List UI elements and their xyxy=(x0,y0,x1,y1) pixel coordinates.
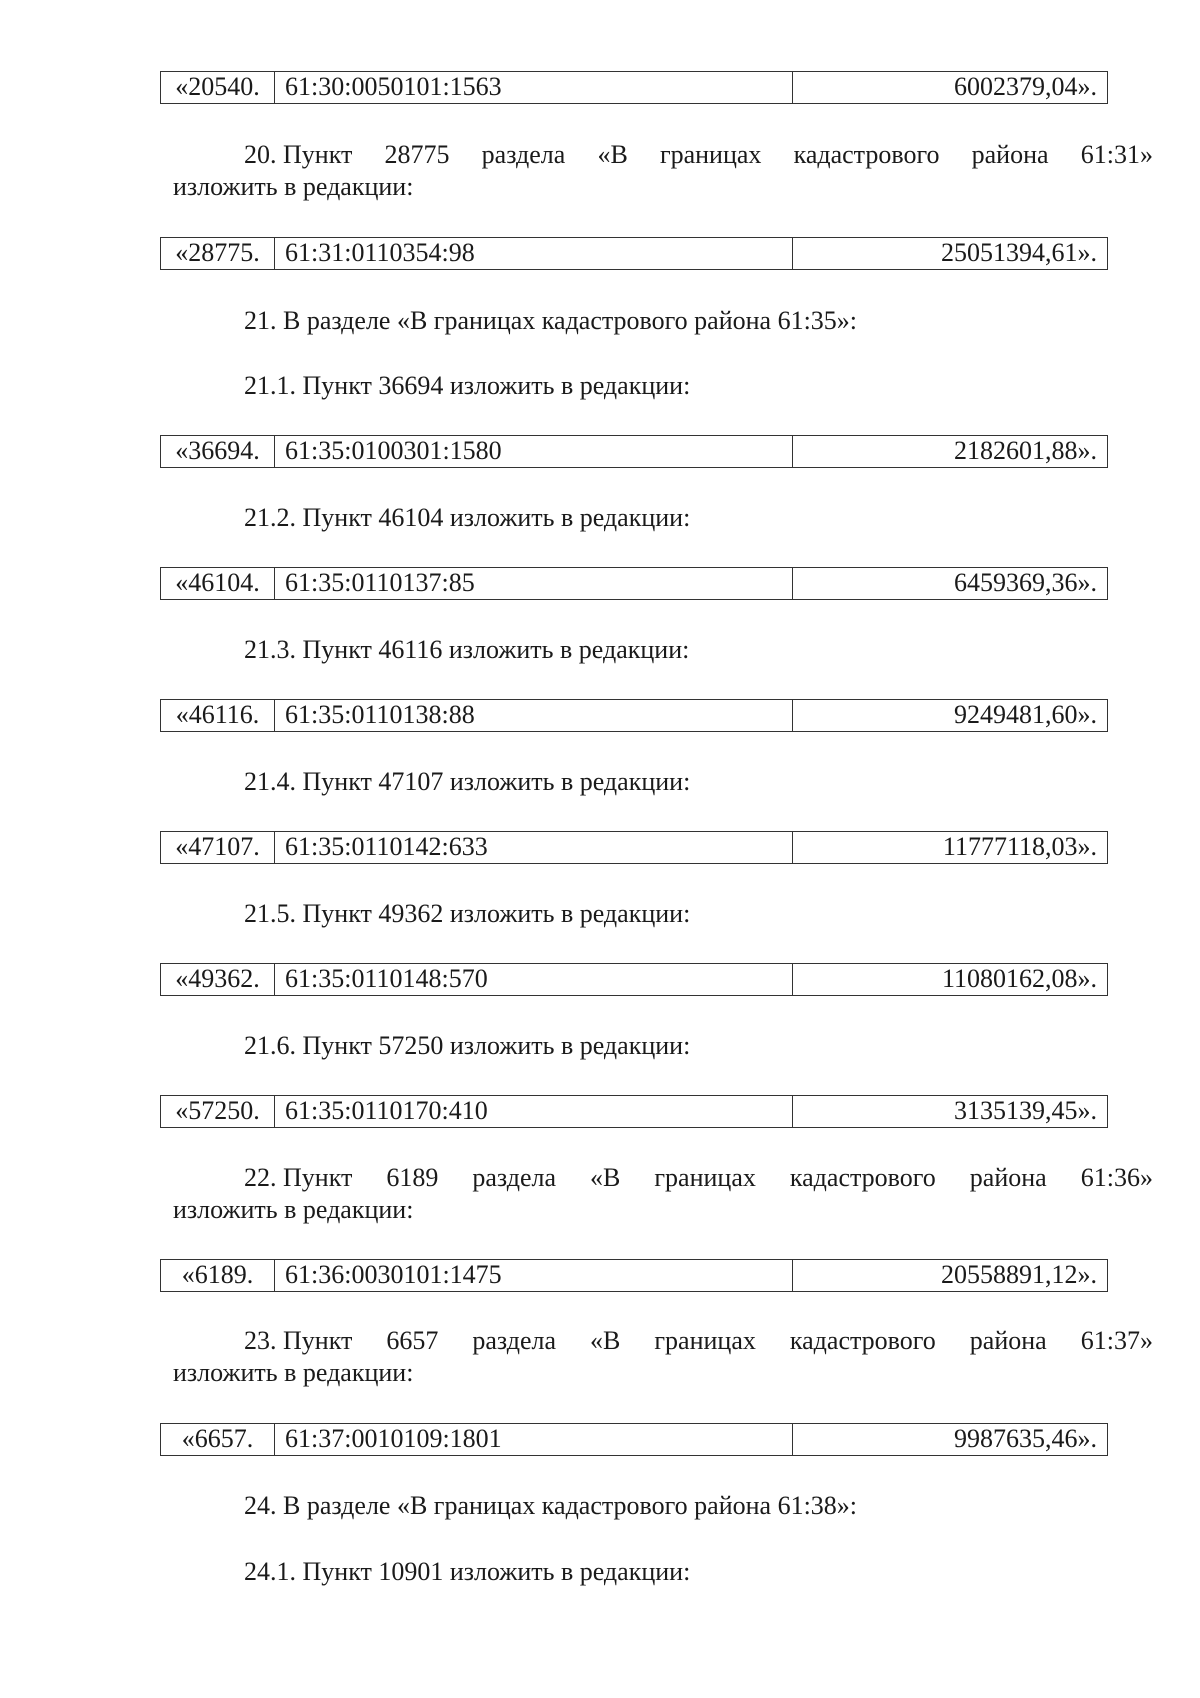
word: раздела xyxy=(481,140,566,169)
paragraph-line xyxy=(173,1162,1153,1194)
table-row xyxy=(160,1259,1108,1292)
cadastral-value: 3135139,45». xyxy=(954,1096,1097,1125)
table-row xyxy=(160,699,1108,732)
cadastral-number: 61:35:0110138:88 xyxy=(275,700,793,731)
paragraph-item-24-1: 24.1. Пункт 10901 изложить в редакции: xyxy=(244,1557,691,1586)
cadastral-number: 61:35:0110142:633 xyxy=(275,832,793,863)
paragraph-item-21-3: 21.3. Пункт 46116 изложить в редакции: xyxy=(244,635,690,664)
item-number: «57250. xyxy=(161,1096,275,1127)
cadastral-value: 20558891,12». xyxy=(941,1260,1097,1289)
paragraph-item-23 xyxy=(173,1325,1153,1389)
item-number: «20540. xyxy=(161,72,275,103)
cadastral-value: 2182601,88». xyxy=(954,436,1097,465)
paragraph-item-21-2: 21.2. Пункт 46104 изложить в редакции: xyxy=(244,503,691,532)
item-number: «6189. xyxy=(161,1260,275,1291)
word: 28775 xyxy=(384,140,450,169)
paragraph-item-21-6: 21.6. Пункт 57250 изложить в редакции: xyxy=(244,1031,691,1060)
word: 61:37» xyxy=(1080,1326,1153,1355)
paragraph-line: изложить в редакции: xyxy=(173,1358,414,1387)
word: кадастрового xyxy=(789,1163,936,1192)
item-number: «49362. xyxy=(161,964,275,995)
word: кадастрового xyxy=(789,1326,936,1355)
cadastral-number: 61:31:0110354:98 xyxy=(275,238,793,269)
table-row xyxy=(160,1423,1108,1456)
cadastral-value: 11080162,08». xyxy=(941,964,1097,993)
word: раздела xyxy=(472,1163,556,1192)
word: района xyxy=(969,1326,1047,1355)
word: раздела xyxy=(472,1326,556,1355)
item-number: «28775. xyxy=(161,238,275,269)
word: 6189 xyxy=(386,1163,439,1192)
word: кадастрового xyxy=(793,140,940,169)
word: 6657 xyxy=(386,1326,439,1355)
item-number: «36694. xyxy=(161,436,275,467)
table-row xyxy=(160,435,1108,468)
word: 20. Пункт xyxy=(244,140,353,169)
item-number: «6657. xyxy=(161,1424,275,1455)
paragraph-item-21-1: 21.1. Пункт 36694 изложить в редакции: xyxy=(244,371,691,400)
paragraph-item-22 xyxy=(173,1162,1153,1226)
paragraph-line: изложить в редакции: xyxy=(173,1195,414,1224)
word: 61:31» xyxy=(1080,140,1153,169)
cadastral-number: 61:36:0030101:1475 xyxy=(275,1260,793,1291)
paragraph-line: изложить в редакции: xyxy=(173,172,414,201)
cadastral-value: 25051394,61». xyxy=(941,238,1097,267)
word: «В xyxy=(597,140,628,169)
paragraph-line xyxy=(173,139,1153,171)
table-row xyxy=(160,567,1108,600)
table-row xyxy=(160,237,1108,270)
cadastral-number: 61:35:0110137:85 xyxy=(275,568,793,599)
paragraph-item-21-4: 21.4. Пункт 47107 изложить в редакции: xyxy=(244,767,691,796)
word: границах xyxy=(659,140,762,169)
word: 22. Пункт xyxy=(244,1163,353,1192)
cadastral-value: 6002379,04». xyxy=(954,72,1097,101)
word: района xyxy=(971,140,1049,169)
cadastral-value: 9987635,46». xyxy=(954,1424,1097,1453)
cadastral-number: 61:35:0110148:570 xyxy=(275,964,793,995)
paragraph-line xyxy=(173,1325,1153,1357)
table-row xyxy=(160,71,1108,104)
item-number: «46116. xyxy=(161,700,275,731)
cadastral-number: 61:37:0010109:1801 xyxy=(275,1424,793,1455)
paragraph-item-21: 21. В разделе «В границах кадастрового района 61:35»: xyxy=(244,306,858,335)
word: 61:36» xyxy=(1080,1163,1153,1192)
word: «В xyxy=(590,1163,621,1192)
cadastral-number: 61:30:0050101:1563 xyxy=(275,72,793,103)
paragraph-item-24: 24. В разделе «В границах кадастрового района 61:38»: xyxy=(244,1491,858,1520)
cadastral-value: 6459369,36». xyxy=(954,568,1097,597)
table-row xyxy=(160,1095,1108,1128)
cadastral-number: 61:35:0110170:410 xyxy=(275,1096,793,1127)
item-number: «47107. xyxy=(161,832,275,863)
item-number: «46104. xyxy=(161,568,275,599)
word: «В xyxy=(590,1326,621,1355)
cadastral-number: 61:35:0100301:1580 xyxy=(275,436,793,467)
cadastral-value: 9249481,60». xyxy=(954,700,1097,729)
table-row xyxy=(160,831,1108,864)
paragraph-item-20 xyxy=(173,139,1153,203)
paragraph-item-21-5: 21.5. Пункт 49362 изложить в редакции: xyxy=(244,899,691,928)
word: границах xyxy=(654,1163,756,1192)
word: 23. Пункт xyxy=(244,1326,353,1355)
cadastral-value: 11777118,03». xyxy=(942,832,1097,861)
word: границах xyxy=(654,1326,756,1355)
table-row xyxy=(160,963,1108,996)
word: района xyxy=(969,1163,1047,1192)
